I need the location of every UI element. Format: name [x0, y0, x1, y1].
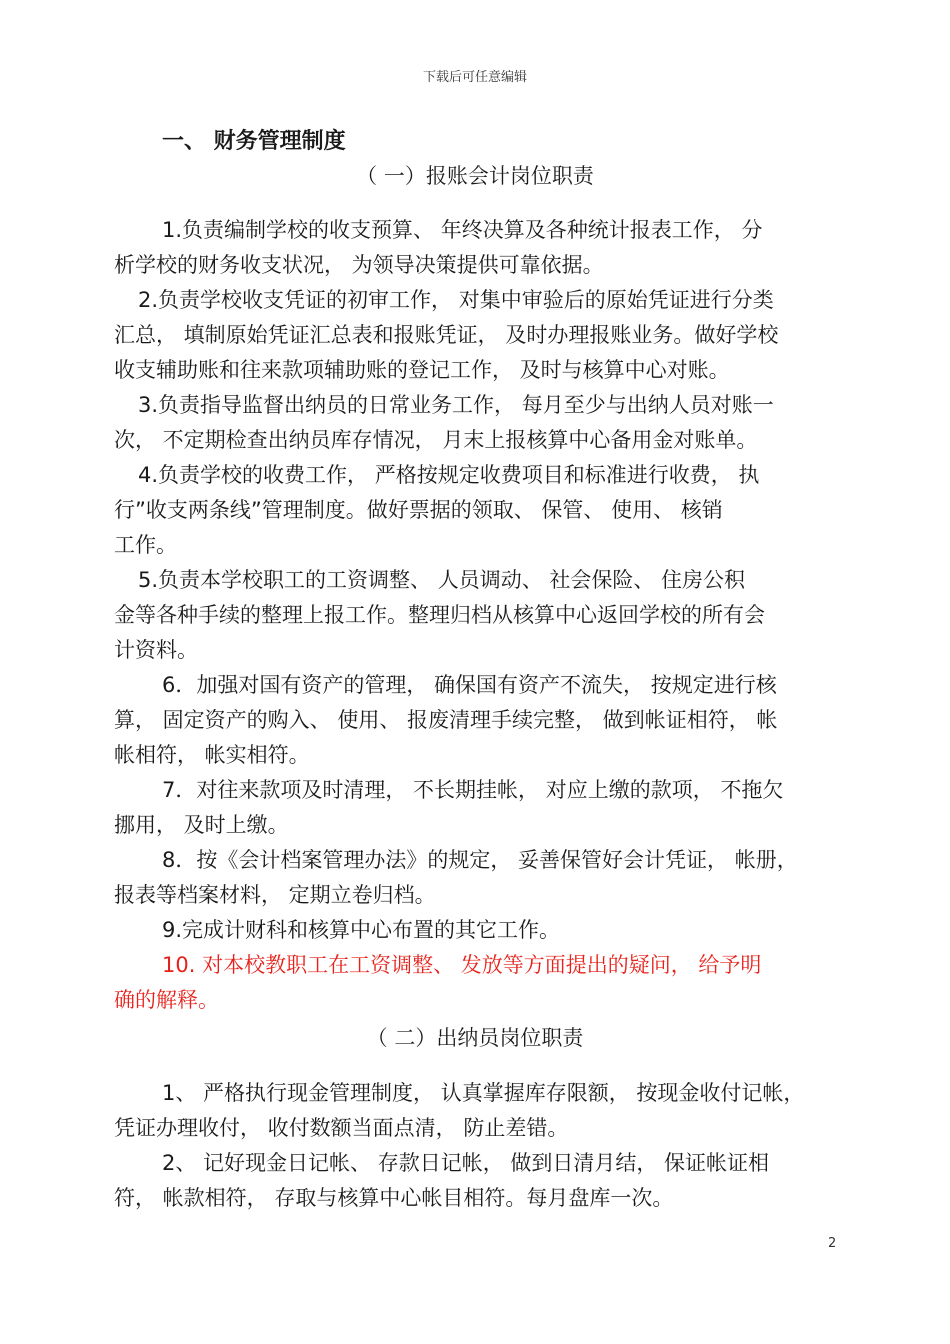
item-5-line-2: 金等各种手续的整理上报工作。整理归档从核算中心返回学校的所有会	[114, 603, 765, 627]
item-2-line-2: 汇总， 填制原始凭证汇总表和报账凭证， 及时办理报账业务。做好学校	[114, 323, 779, 347]
item-10-line-2: 确的解释。	[114, 988, 219, 1012]
item-3-line-1: 3.负责指导监督出纳员的日常业务工作， 每月至少与出纳人员对账一	[138, 393, 774, 417]
item-4-line-2: 行”收支两条线”管理制度。做好票据的领取、 保管、 使用、 核销	[114, 498, 723, 522]
subsection-heading-2: （ 二）出纳员岗位职责	[366, 1026, 584, 1050]
page-number: 2	[828, 1236, 837, 1251]
item-9-line-1: 9.完成计财科和核算中心布置的其它工作。	[162, 918, 561, 942]
item-7-line-2: 挪用， 及时上缴。	[114, 813, 289, 837]
item-2-line-1: 2.负责学校收支凭证的初审工作， 对集中审验后的原始凭证进行分类	[138, 288, 774, 312]
cashier-item-2-line-2: 符， 帐款相符， 存取与核算中心帐目相符。每月盘库一次。	[114, 1186, 674, 1210]
item-4-line-3: 工作。	[114, 533, 177, 557]
item-8-line-2: 报表等档案材料， 定期立卷归档。	[114, 883, 436, 907]
header-note: 下载后可任意编辑	[422, 70, 527, 85]
item-2-line-3: 收支辅助账和往来款项辅助账的登记工作， 及时与核算中心对账。	[114, 358, 730, 382]
item-1-line-1: 1.负责编制学校的收支预算、 年终决算及各种统计报表工作， 分	[162, 218, 763, 242]
item-8-line-1: 8．按《会计档案管理办法》的规定， 妥善保管好会计凭证， 帐册，	[162, 848, 798, 872]
item-6-line-1: 6．加强对国有资产的管理， 确保国有资产不流失， 按规定进行核	[162, 673, 777, 697]
item-3-line-2: 次， 不定期检查出纳员库存情况， 月末上报核算中心备用金对账单。	[114, 428, 758, 452]
item-7-line-1: 7．对往来款项及时清理， 不长期挂帐， 对应上缴的款项， 不拖欠	[162, 778, 784, 802]
item-6-line-2: 算， 固定资产的购入、 使用、 报废清理手续完整， 做到帐证相符， 帐	[114, 708, 778, 732]
cashier-item-1-line-2: 凭证办理收付， 收付数额当面点清， 防止差错。	[114, 1116, 569, 1140]
cashier-item-1-line-1: 1、 严格执行现金管理制度， 认真掌握库存限额， 按现金收付记帐，	[162, 1081, 805, 1105]
item-10-line-1: 10. 对本校教职工在工资调整、 发放等方面提出的疑问， 给予明	[162, 953, 762, 977]
item-1-line-2: 析学校的财务收支状况， 为领导决策提供可靠依据。	[114, 253, 604, 277]
subsection-heading-1: （ 一）报账会计岗位职责	[356, 164, 594, 188]
item-4-line-1: 4.负责学校的收费工作， 严格按规定收费项目和标准进行收费， 执	[138, 463, 760, 487]
item-5-line-1: 5.负责本学校职工的工资调整、 人员调动、 社会保险、 住房公积	[138, 568, 746, 592]
cashier-item-2-line-1: 2、 记好现金日记帐、 存款日记帐， 做到日清月结， 保证帐证相	[162, 1151, 770, 1175]
item-6-line-3: 帐相符， 帐实相符。	[114, 743, 310, 767]
section-title: 一、 财务管理制度	[162, 129, 346, 154]
item-5-line-3: 计资料。	[114, 638, 198, 662]
